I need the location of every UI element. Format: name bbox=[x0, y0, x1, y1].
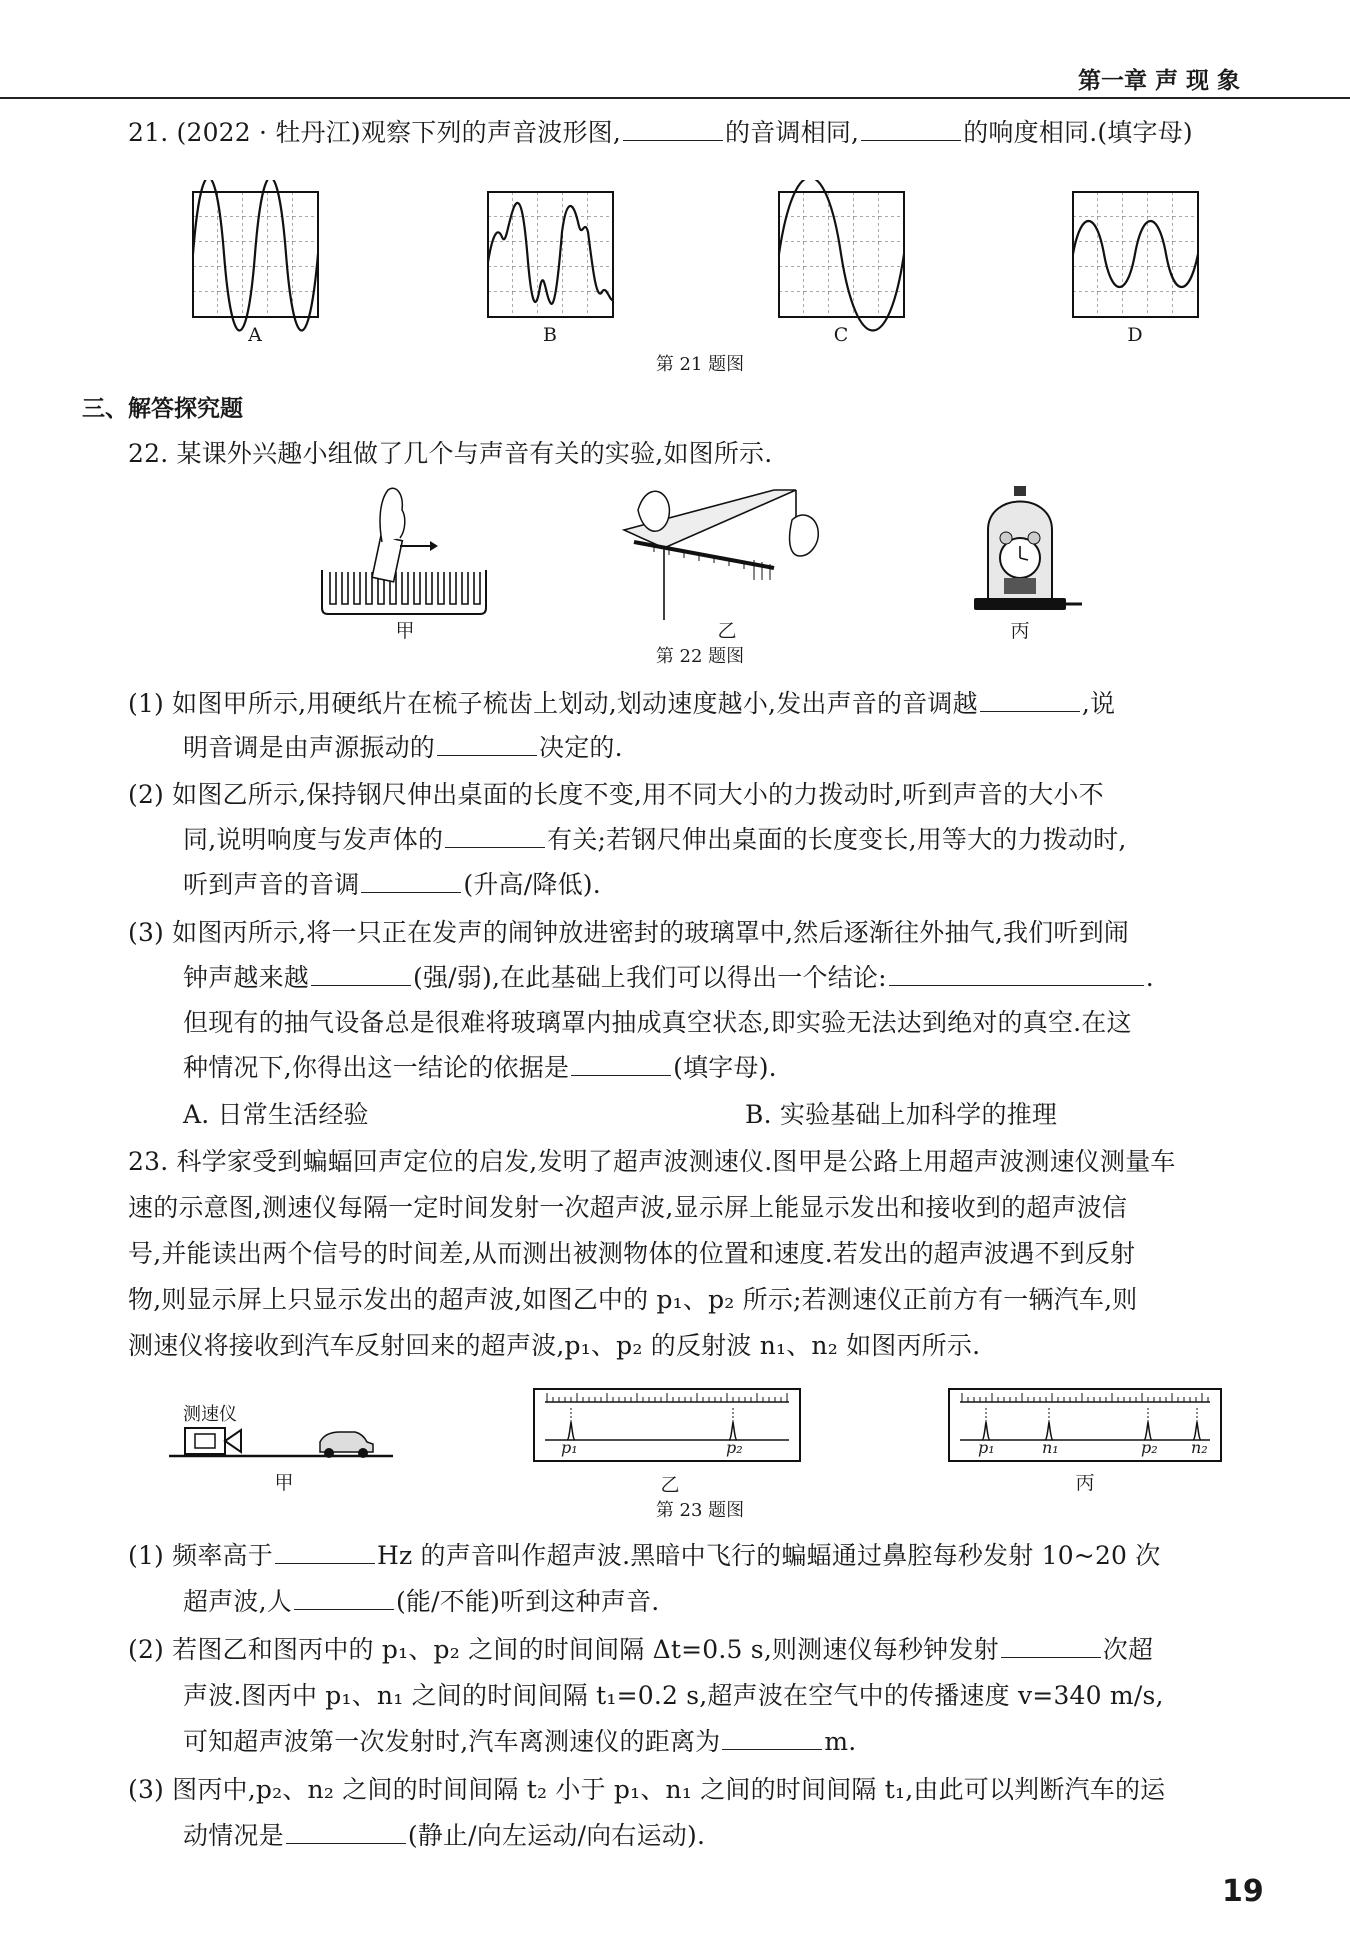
pulse-label-n1-c: n₁ bbox=[1042, 1438, 1059, 1457]
q22-blank-6[interactable] bbox=[889, 963, 1144, 986]
ruler-figure bbox=[624, 490, 818, 620]
q21-blank-2[interactable] bbox=[861, 118, 961, 141]
q22-p3-line2: 钟声越来越 (强/弱),在此基础上我们可以得出一个结论: . bbox=[183, 963, 1154, 992]
waveform-b bbox=[488, 192, 613, 317]
pulse-label-n2-c: n₂ bbox=[1191, 1438, 1208, 1457]
bell-jar-figure bbox=[974, 486, 1082, 610]
q23-s1-line2: 超声波,人 (能/不能)听到这种声音. bbox=[183, 1587, 660, 1616]
q22-blank-2[interactable] bbox=[437, 733, 537, 756]
q22-p1-line1: (1) 如图甲所示,用硬纸片在梳子梳齿上划动,划动速度越小,发出声音的音调越 ,说 bbox=[128, 689, 1116, 718]
q22-blank-3[interactable] bbox=[445, 825, 545, 848]
q23-blank-2[interactable] bbox=[294, 1587, 394, 1610]
q23-blank-1[interactable] bbox=[275, 1541, 375, 1564]
q21-caption: 第 21 题图 bbox=[655, 354, 745, 375]
q22-option-b[interactable]: B. 实验基础上加科学的推理 bbox=[745, 1100, 1058, 1129]
q23-line1: 23. 科学家受到蝙蝠回声定位的启发,发明了超声波测速仪.图甲是公路上用超声波测速仪测量车 bbox=[128, 1147, 1176, 1176]
pulse-label-p2-b: p₂ bbox=[726, 1438, 743, 1457]
q21-stem: 21. (2022 · 牡丹江)观察下列的声音波形图, 的音调相同, 的响度相同.(填字母) bbox=[128, 118, 1193, 147]
speedometer-label: 测速仪 bbox=[183, 1404, 237, 1425]
q23-blank-3[interactable] bbox=[1001, 1635, 1101, 1658]
q22-blank-1[interactable] bbox=[980, 689, 1080, 712]
q22-option-a[interactable]: A. 日常生活经验 bbox=[183, 1100, 369, 1129]
page-number: 19 bbox=[1222, 1874, 1264, 1909]
q22-p1-line2: 明音调是由声源振动的 决定的. bbox=[183, 733, 623, 762]
q22-p2-line3: 听到声音的音调 (升高/降低). bbox=[183, 870, 601, 899]
pulse-label-p1-b: p₁ bbox=[561, 1438, 578, 1457]
q23-blank-4[interactable] bbox=[722, 1727, 822, 1750]
q23-s1-line1: (1) 频率高于 Hz 的声音叫作超声波.黑暗中飞行的蝙蝠通过鼻腔每秒发射 10~20 次 bbox=[128, 1541, 1161, 1570]
q22-label-bing: 丙 bbox=[1010, 620, 1030, 642]
q23-blank-5[interactable] bbox=[286, 1821, 406, 1844]
q23-caption: 第 23 题图 bbox=[655, 1500, 745, 1521]
q23-line5: 测速仪将接收到汽车反射回来的超声波,p₁、p₂ 的反射波 n₁、n₂ 如图丙所示. bbox=[128, 1331, 981, 1360]
q21-label-b: B bbox=[543, 324, 557, 346]
q22-figures bbox=[0, 480, 1350, 630]
q22-stem: 22. 某课外兴趣小组做了几个与声音有关的实验,如图所示. bbox=[128, 439, 773, 468]
header-rule bbox=[0, 97, 1350, 99]
q22-caption: 第 22 题图 bbox=[655, 646, 745, 667]
q22-label-yi: 乙 bbox=[717, 620, 737, 642]
q22-p3-line3: 但现有的抽气设备总是很难将玻璃罩内抽成真空状态,即实验无法达到绝对的真空.在这 bbox=[183, 1008, 1132, 1037]
q22-p2-line1: (2) 如图乙所示,保持钢尺伸出桌面的长度不变,用不同大小的力拨动时,听到声音的大小不 bbox=[128, 780, 1104, 809]
q21-label-a: A bbox=[248, 324, 262, 346]
q21-label-c: C bbox=[833, 324, 849, 346]
q23-line2: 速的示意图,测速仪每隔一定时间发射一次超声波,显示屏上能显示发出和接收到的超声波信 bbox=[128, 1193, 1128, 1222]
waveform-c bbox=[779, 180, 904, 331]
q22-blank-7[interactable] bbox=[571, 1053, 671, 1076]
q22-p2-line2: 同,说明响度与发声体的 有关;若钢尺伸出桌面的长度变长,用等大的力拨动时, bbox=[183, 825, 1127, 854]
q22-p3-line1: (3) 如图丙所示,将一只正在发声的闹钟放进密封的玻璃罩中,然后逐渐往外抽气,我们听到闹 bbox=[128, 918, 1130, 947]
q23-s2-line2: 声波.图丙中 p₁、n₁ 之间的时间间隔 t₁=0.2 s,超声波在空气中的传播速度 v=340 m/s, bbox=[183, 1681, 1164, 1710]
q23-fig-label-bing: 丙 bbox=[1075, 1472, 1095, 1494]
q23-s2-line3: 可知超声波第一次发射时,汽车离测速仪的距离为 m. bbox=[183, 1727, 857, 1756]
waveform-a bbox=[193, 180, 318, 331]
q22-p3-line4: 种情况下,你得出这一结论的依据是 (填字母). bbox=[183, 1053, 777, 1082]
q23-line4: 物,则显示屏上只显示发出的超声波,如图乙中的 p₁、p₂ 所示;若测速仪正前方有一辆汽车,则 bbox=[128, 1285, 1138, 1314]
q23-line3: 号,并能读出两个信号的时间差,从而测出被测物体的位置和速度.若发出的超声波遇不到反射 bbox=[128, 1239, 1136, 1268]
waveform-d bbox=[1073, 192, 1198, 317]
q23-s3-line2: 动情况是 (静止/向左运动/向右运动). bbox=[183, 1821, 706, 1850]
chapter-header: 第一章 声 现 象 bbox=[1078, 68, 1241, 94]
q23-s3-line1: (3) 图丙中,p₂、n₂ 之间的时间间隔 t₂ 小于 p₁、n₁ 之间的时间间隔 t₁,由此可以判断汽车的运 bbox=[128, 1775, 1166, 1804]
pulse-label-p1-c: p₁ bbox=[978, 1438, 995, 1457]
pulse-label-p2-c: p₂ bbox=[1141, 1438, 1158, 1457]
comb-figure bbox=[322, 488, 486, 614]
section-title: 三、解答探究题 bbox=[82, 396, 243, 422]
q22-blank-5[interactable] bbox=[311, 963, 411, 986]
q23-fig-label-yi: 乙 bbox=[660, 1474, 680, 1496]
q21-label-d: D bbox=[1127, 324, 1143, 346]
q23-s2-line1: (2) 若图乙和图丙中的 p₁、p₂ 之间的时间间隔 Δt=0.5 s,则测速仪每秒钟发射 次超 bbox=[128, 1635, 1154, 1664]
q23-fig-label-jia: 甲 bbox=[274, 1472, 294, 1494]
q22-label-jia: 甲 bbox=[395, 620, 415, 642]
q21-blank-1[interactable] bbox=[623, 118, 723, 141]
q22-blank-4[interactable] bbox=[361, 870, 461, 893]
